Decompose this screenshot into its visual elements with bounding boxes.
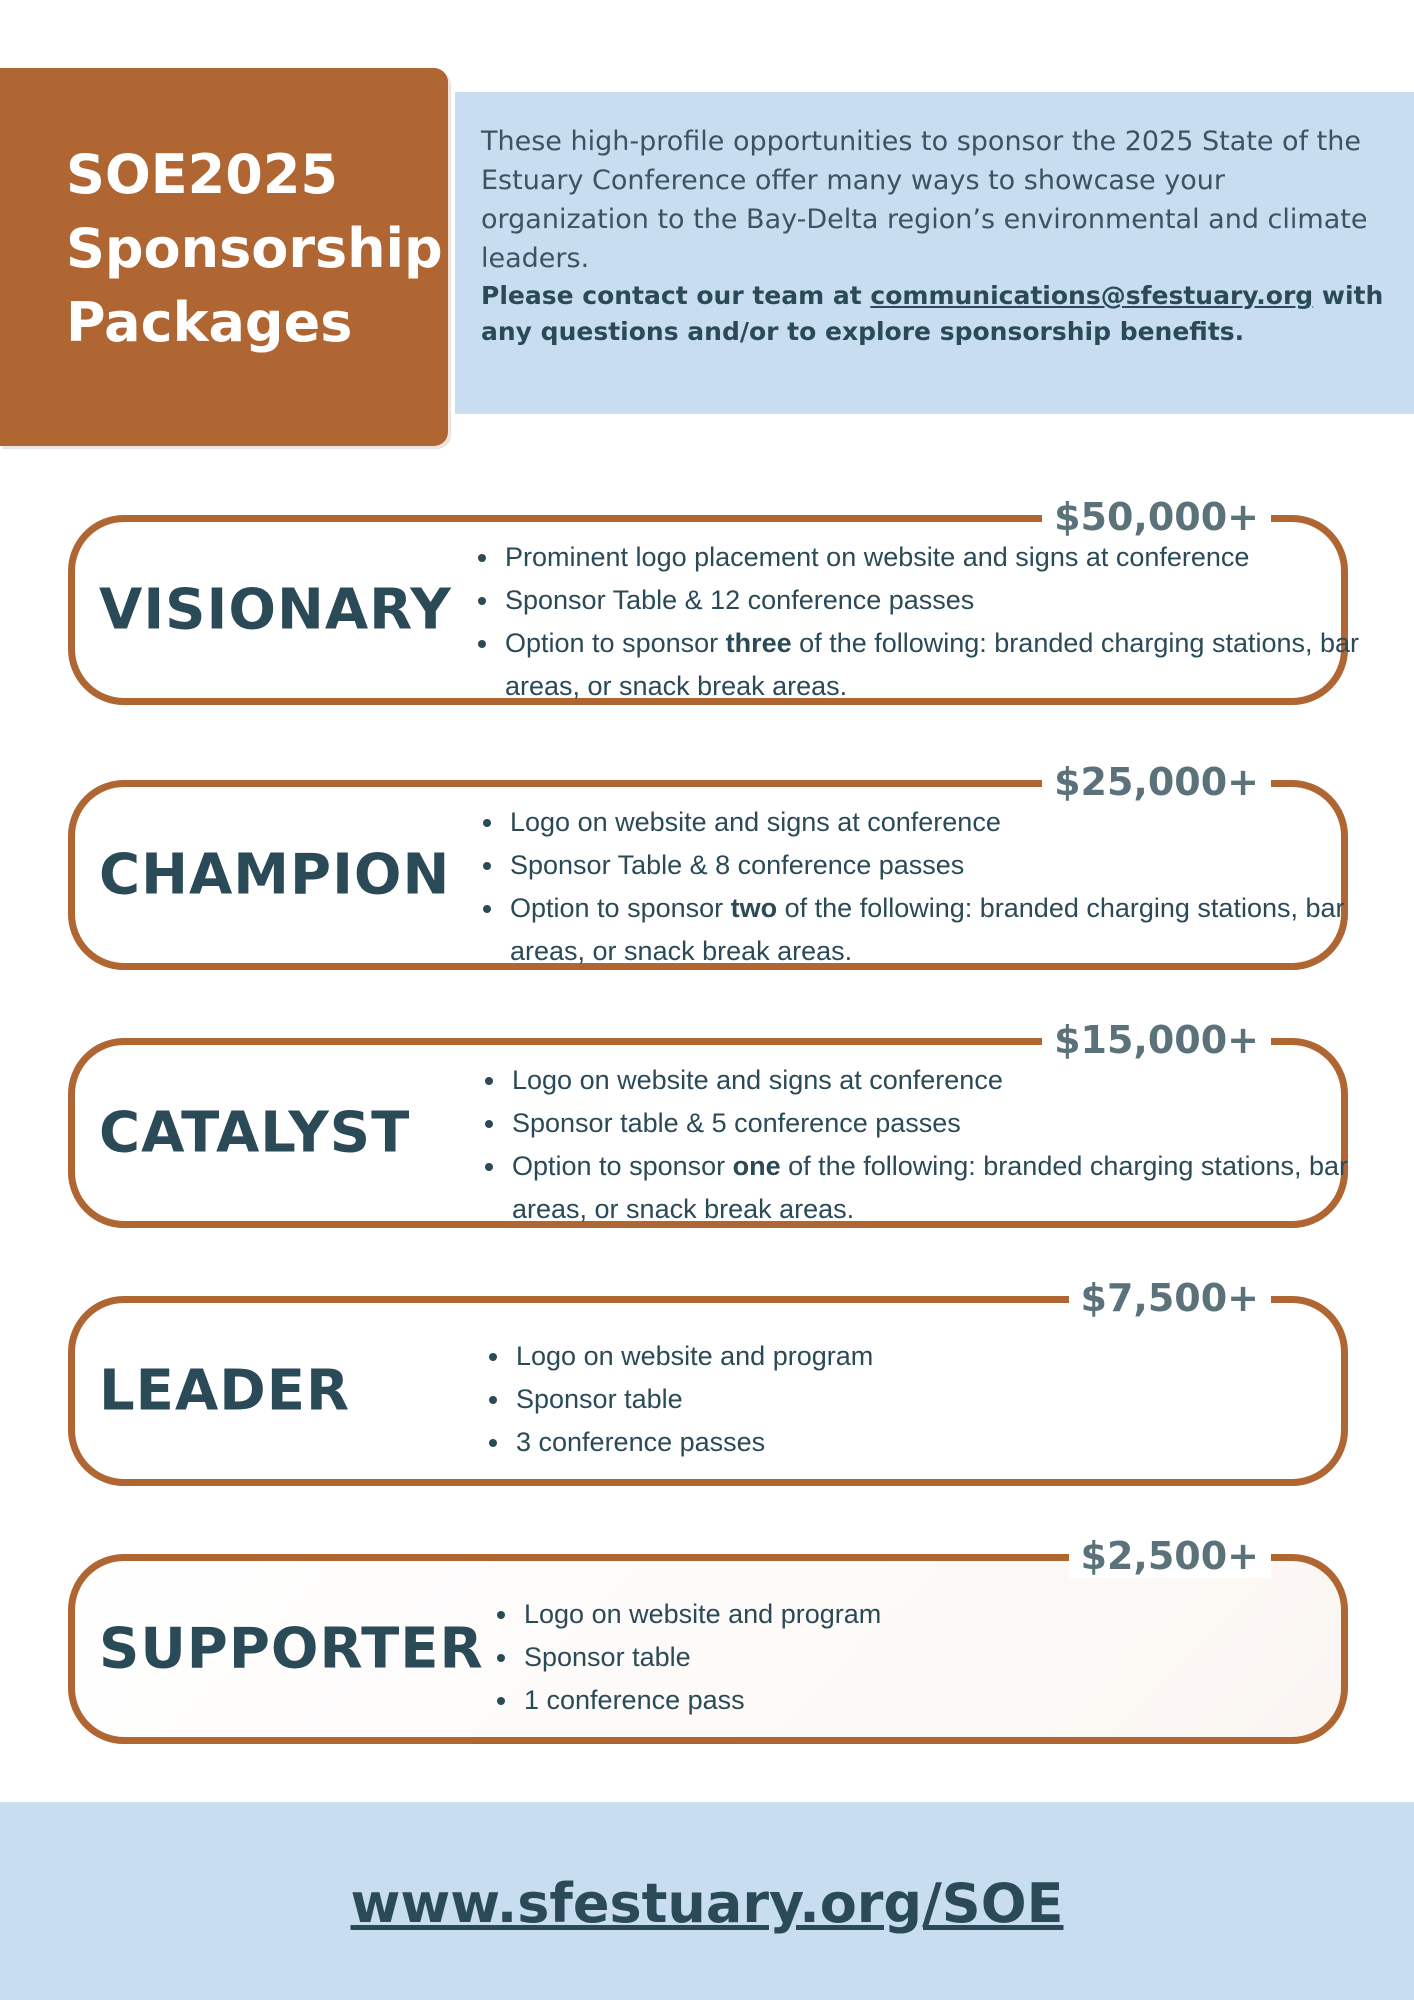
benefit-item: • Sponsor Table & 8 conference passes [506,844,1366,887]
contact-suffix: with any questions and/or to explore sponsorship benefits. [481,281,1384,346]
benefit-item: • Sponsor table [520,1636,1380,1679]
benefit-item: • Prominent logo placement on website and signs at conference [501,536,1361,579]
tier-price: $50,000+ [1042,495,1271,539]
benefit-item: • Logo on website and program [520,1593,1380,1636]
benefit-item: • Logo on website and program [512,1335,1372,1378]
benefit-item: • Sponsor table [512,1378,1372,1421]
contact-text [481,278,1401,350]
website-link[interactable]: www.sfestuary.org/SOE [350,1872,1064,1935]
tier-price: $7,500+ [1069,1276,1271,1320]
tier-price: $15,000+ [1042,1018,1271,1062]
benefit-list [472,801,1366,973]
benefit-item: • Sponsor Table & 12 conference passes [501,579,1361,622]
tier-name: SUPPORTER [99,1616,484,1682]
benefit-item: • Option to sponsor three of the following: branded charging stations, bar areas, or snack break areas. [501,622,1361,708]
benefit-item: • Option to sponsor one of the following: branded charging stations, bar areas, or snack break areas. [508,1145,1368,1231]
page-title: SOE2025 Sponsorship Packages [66,143,443,354]
tier-name: VISIONARY [99,577,452,643]
benefit-item: • Sponsor table & 5 conference passes [508,1102,1368,1145]
footer-bar [0,1802,1414,2000]
option-count: one [732,1151,781,1181]
contact-prefix: Please contact our team at [481,281,871,310]
tier-champion [68,760,1348,970]
benefit-list [474,1059,1368,1231]
tier-name: LEADER [99,1358,351,1424]
tier-leader [68,1276,1348,1486]
benefit-item: • Logo on website and signs at conference [506,801,1366,844]
option-count: two [730,893,778,923]
tier-supporter [68,1534,1348,1744]
title-block [0,68,448,446]
contact-email-link[interactable]: communications@sfestuary.org [870,281,1314,310]
tier-visionary [68,495,1360,705]
benefit-list [467,536,1361,708]
benefit-list [478,1335,1372,1464]
benefit-item: • Logo on website and signs at conference [508,1059,1368,1102]
tier-name: CHAMPION [99,842,451,908]
benefit-item: • 3 conference passes [512,1421,1372,1464]
option-count: three [725,628,792,658]
intro-description: These high-profile opportunities to sponsor the 2025 State of the Estuary Conference offer many ways to showcase your organization to the Bay-Delta region’s environmental and climate leaders. [481,126,1368,274]
tier-catalyst [68,1018,1349,1228]
tier-price: $25,000+ [1042,760,1271,804]
tier-price: $2,500+ [1069,1534,1271,1578]
benefit-list [486,1593,1380,1722]
intro-panel [455,92,1414,414]
benefit-item: • Option to sponsor two of the following: branded charging stations, bar areas, or snack break areas. [506,887,1366,973]
tier-name: CATALYST [99,1100,411,1166]
benefit-item: • 1 conference pass [520,1679,1380,1722]
